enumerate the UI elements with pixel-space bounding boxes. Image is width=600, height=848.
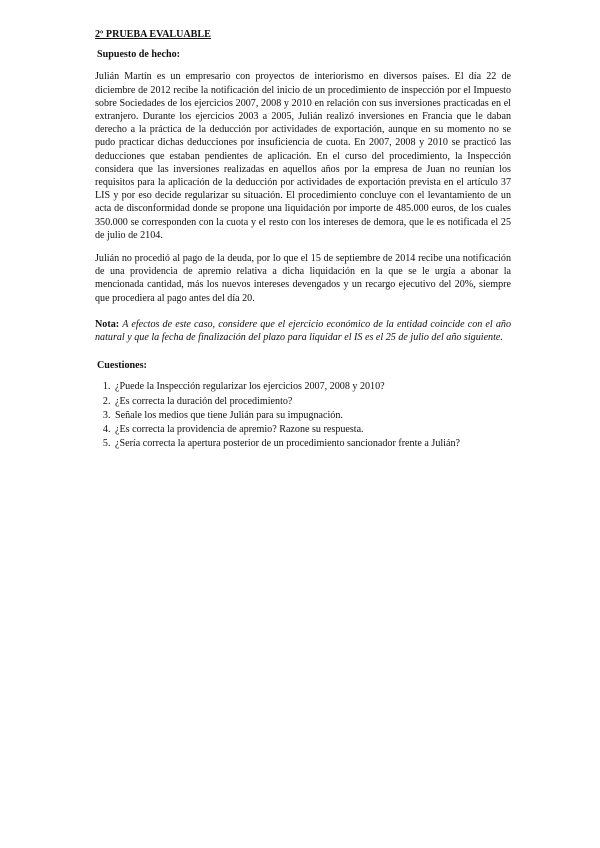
document-page [95, 28, 511, 451]
questions-list [95, 380, 511, 450]
note-label: Nota: [95, 318, 120, 330]
note-paragraph [95, 318, 511, 344]
question-item: 2. ¿Es correcta la duración del procedimiento? [113, 395, 511, 408]
paragraph-payment: Julián no procedió al pago de la deuda, por lo que el 15 de septiembre de 2014 recibe una notificación de una providencia de apremio relativa a dicha liquidación en la que se le urgía a abonar la mencionada cantidad, más los nuevos intereses devengados y un recargo ejecutivo del 20%, siempre que procediera al pago antes del día 20. [95, 253, 511, 304]
question-item: 1. ¿Puede la Inspección regularizar los ejercicios 2007, 2008 y 2010? [113, 380, 511, 393]
document-title: 2º PRUEBA EVALUABLE [95, 29, 211, 40]
question-item: 3. Señale los medios que tiene Julián para su impugnación. [113, 409, 511, 422]
question-item: 5. ¿Sería correcta la apertura posterior de un procedimiento sancionador frente a Julián? [113, 437, 511, 450]
section-heading: Supuesto de hecho: [97, 49, 181, 61]
questions-heading: Cuestiones: [97, 360, 147, 372]
question-item: 4. ¿Es correcta la providencia de apremio? Razone su respuesta. [113, 423, 511, 436]
note-text: A efectos de este caso, considere que el ejercicio económico de la entidad coincide con el año natural y que la fecha de finalización del plazo para liquidar el IS es el 25 de julio del año siguiente. [95, 318, 511, 344]
paragraph-facts: Julián Martín es un empresario con proyectos de interiorismo en diversos países. El día 22 de diciembre de 2012 recibe la notificación del inicio de un procedimiento de inspección por el Impuesto sobre Sociedades de los ejercicios 2007, 2008 y 2010 en relación con sus inversiones practicadas en el extranjero. Durante los ejercicios 2003 a 2005, Julián realizó inversiones en Francia que le daban derecho a la práctica de la deducción por actividades de exportación, aunque en su momento no se pudo practicar dichas deducciones por insuficiencia de cuota. En 2007, 2008 y 2010 se practicó las deducciones que estaban pendientes de aplicación. En el curso del procedimiento, la Inspección considera que las inversiones realizadas en aquellos años por la empresa de Juan no reunían los requisitos para la aplicación de la deducción por actividades de exportación prevista en el artículo 37 LIS y por eso decide regularizar su situación. El procedimiento concluye con el levantamiento de un acta de disconformidad donde se propone una liquidación por importe de 485.000 euros, de los cuales 350.000 se corresponden con la cuota y el resto con los intereses de demora, que le es notificada el 25 de julio de 2104. [95, 71, 511, 241]
